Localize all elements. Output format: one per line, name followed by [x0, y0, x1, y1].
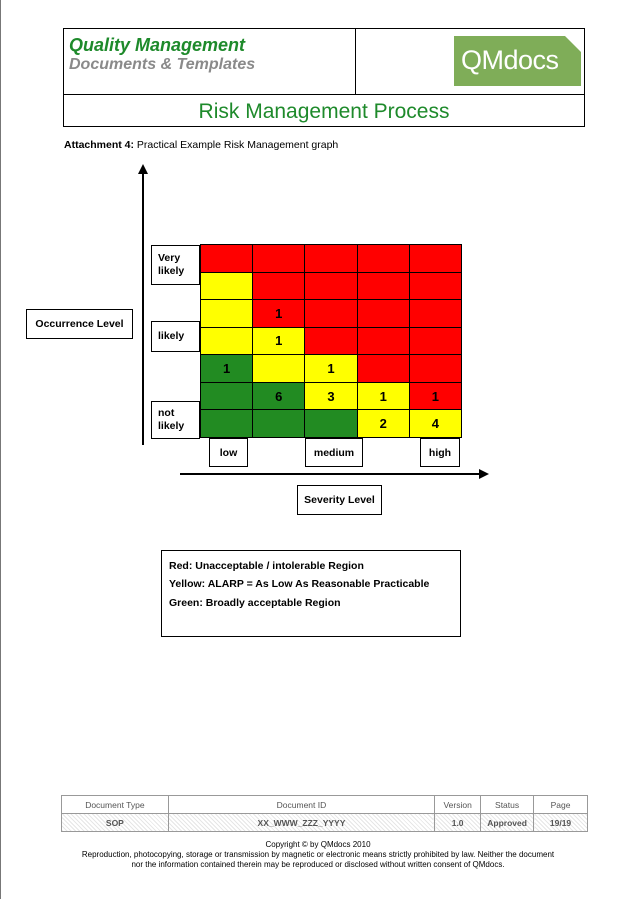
matrix-cell	[358, 300, 410, 328]
document-footer-table	[61, 795, 588, 832]
matrix-cell: 1	[253, 328, 305, 356]
severity-low: low	[209, 438, 248, 467]
occurrence-likely: likely	[151, 321, 200, 352]
matrix-cell	[410, 245, 462, 273]
attachment-caption	[64, 139, 338, 151]
logo-cell	[356, 29, 584, 94]
matrix-cell	[201, 273, 253, 301]
page-title: Risk Management Process	[198, 100, 450, 123]
footer-doc-type: SOP	[62, 814, 169, 832]
matrix-cell: 6	[253, 383, 305, 411]
title-row	[64, 94, 584, 126]
matrix-cell	[253, 273, 305, 301]
x-axis-line	[180, 473, 480, 475]
matrix-cell	[201, 300, 253, 328]
matrix-cell: 1	[253, 300, 305, 328]
matrix-cell: 1	[410, 383, 462, 411]
matrix-cell	[201, 383, 253, 411]
matrix-cell: 4	[410, 410, 462, 438]
footer-header-version: Version	[435, 796, 481, 814]
matrix-cell	[410, 328, 462, 356]
y-axis-line	[142, 173, 144, 445]
matrix-cell	[305, 328, 357, 356]
matrix-cell: 1	[305, 355, 357, 383]
severity-medium: medium	[305, 438, 363, 467]
caption-label: Attachment 4:	[64, 139, 135, 151]
matrix-cell: 1	[358, 383, 410, 411]
matrix-cell: 2	[358, 410, 410, 438]
matrix-cell	[358, 245, 410, 273]
copyright-notice	[0, 840, 636, 870]
matrix-cell	[410, 300, 462, 328]
footer-version: 1.0	[435, 814, 481, 832]
occurrence-very-likely: Very likely	[151, 245, 200, 285]
legend-yellow: Yellow: ALARP = As Low As Reasonable Practicable	[169, 578, 430, 590]
matrix-cell: 1	[201, 355, 253, 383]
footer-value-row	[62, 814, 588, 832]
occurrence-level-label: Occurrence Level	[26, 309, 133, 339]
matrix-cell	[201, 245, 253, 273]
risk-matrix	[200, 244, 462, 438]
x-axis-arrowhead	[479, 469, 489, 479]
occurrence-not-likely: not likely	[151, 401, 200, 439]
matrix-cell	[253, 245, 305, 273]
matrix-cell	[358, 355, 410, 383]
matrix-cell	[358, 273, 410, 301]
matrix-cell	[201, 328, 253, 356]
matrix-cell	[201, 410, 253, 438]
severity-level-label: Severity Level	[297, 485, 382, 515]
footer-status: Approved	[481, 814, 534, 832]
brand-cell	[64, 29, 356, 94]
logo-text: QMdocs	[461, 45, 559, 75]
matrix-cell	[253, 410, 305, 438]
footer-header-status: Status	[481, 796, 534, 814]
notice-line-2: nor the information contained therein may be reproduced or disclosed without written consent of QMdocs.	[131, 860, 505, 869]
qmdocs-logo	[454, 36, 581, 86]
page-edge-line	[0, 0, 1, 899]
matrix-cell	[305, 245, 357, 273]
footer-header-page: Page	[534, 796, 588, 814]
legend-box	[161, 550, 461, 637]
notice-line-1: Reproduction, photocopying, storage or transmission by magnetic or electronic means strictly prohibited by law. Neither the document	[81, 850, 555, 859]
severity-high: high	[420, 438, 460, 467]
matrix-cell	[358, 328, 410, 356]
footer-header-doc-id: Document ID	[168, 796, 434, 814]
matrix-cell	[305, 410, 357, 438]
matrix-cell	[410, 273, 462, 301]
matrix-cell	[410, 355, 462, 383]
matrix-cell	[305, 300, 357, 328]
document-header	[63, 28, 585, 127]
brand-subtitle: Documents & Templates	[69, 56, 256, 73]
caption-text: Practical Example Risk Management graph	[134, 139, 339, 151]
brand-title: Quality Management	[69, 35, 246, 55]
footer-header-row	[62, 796, 588, 814]
legend-green: Green: Broadly acceptable Region	[169, 597, 341, 609]
legend-red: Red: Unacceptable / intolerable Region	[169, 560, 364, 572]
matrix-cell	[253, 355, 305, 383]
footer-doc-id: XX_WWW_ZZZ_YYYY	[168, 814, 434, 832]
footer-header-doc-type: Document Type	[62, 796, 169, 814]
copyright-line: Copyright © by QMdocs 2010	[265, 840, 371, 849]
footer-page: 19/19	[534, 814, 588, 832]
matrix-cell: 3	[305, 383, 357, 411]
matrix-cell	[305, 273, 357, 301]
